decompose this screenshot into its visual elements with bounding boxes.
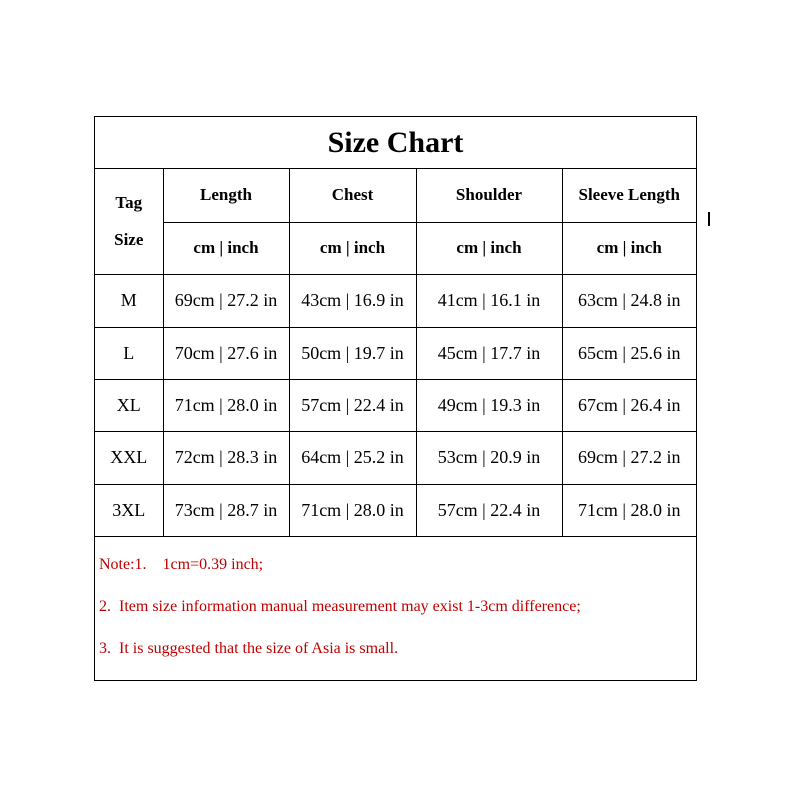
size-table [95,169,696,537]
measurement-cell: 73cm | 28.7 in [163,484,289,536]
tag-size-header [95,169,163,274]
measurement-cell: 63cm | 24.8 in [562,274,696,327]
unit-label: cm | inch [163,222,289,274]
measurement-cell: 67cm | 26.4 in [562,379,696,431]
table-row [95,431,696,484]
header-row [95,169,696,222]
measurement-cell: 45cm | 17.7 in [416,327,562,379]
measurement-cell: 49cm | 19.3 in [416,379,562,431]
measurement-cell: 69cm | 27.2 in [562,431,696,484]
measurement-cell: 71cm | 28.0 in [163,379,289,431]
table-row [95,379,696,431]
column-header-sleeve-length: Sleeve Length [562,169,696,222]
column-header-length: Length [163,169,289,222]
tag-size-label-line2: Size [114,230,144,250]
table-row [95,274,696,327]
table-row [95,327,696,379]
measurement-cell: 71cm | 28.0 in [562,484,696,536]
text-cursor-icon [708,212,710,226]
size-cell: XXL [95,431,163,484]
size-chart [94,116,697,681]
measurement-cell: 43cm | 16.9 in [289,274,416,327]
column-header-shoulder: Shoulder [416,169,562,222]
measurement-cell: 70cm | 27.6 in [163,327,289,379]
measurement-cell: 41cm | 16.1 in [416,274,562,327]
note-2: 2. Item size information manual measurement may exist 1-3cm difference; [99,598,581,615]
measurement-cell: 53cm | 20.9 in [416,431,562,484]
unit-label: cm | inch [289,222,416,274]
measurement-cell: 65cm | 25.6 in [562,327,696,379]
chart-title: Size Chart [95,117,696,169]
size-cell: L [95,327,163,379]
note-3: 3. It is suggested that the size of Asia is small. [99,640,399,657]
unit-label: cm | inch [562,222,696,274]
note-1: Note:1. 1cm=0.39 inch; [99,556,264,573]
measurement-cell: 72cm | 28.3 in [163,431,289,484]
units-row [95,222,696,274]
measurement-cell: 57cm | 22.4 in [416,484,562,536]
size-cell: M [95,274,163,327]
measurement-cell: 69cm | 27.2 in [163,274,289,327]
size-cell: 3XL [95,484,163,536]
measurement-cell: 64cm | 25.2 in [289,431,416,484]
measurement-cell: 71cm | 28.0 in [289,484,416,536]
measurement-cell: 50cm | 19.7 in [289,327,416,379]
measurement-cell: 57cm | 22.4 in [289,379,416,431]
tag-size-label-line1: Tag [115,193,143,213]
table-row [95,484,696,536]
size-cell: XL [95,379,163,431]
unit-label: cm | inch [416,222,562,274]
column-header-chest: Chest [289,169,416,222]
